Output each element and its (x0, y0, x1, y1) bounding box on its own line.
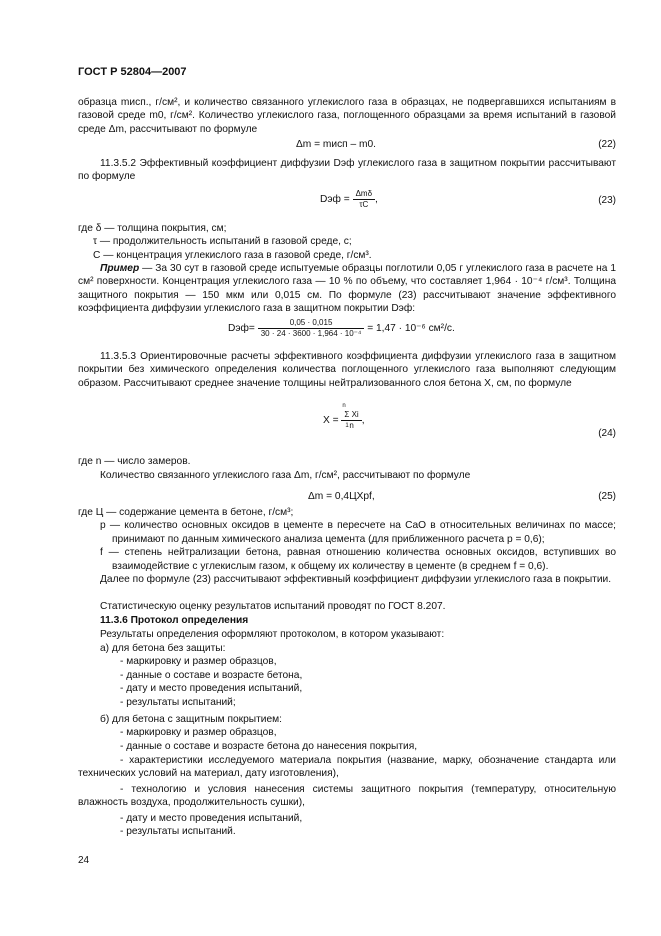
equation-24-tail: , (361, 415, 365, 427)
equation-24-number: (24) (598, 428, 616, 439)
equation-23-numerator: Δmδ (353, 189, 375, 200)
example-equation-numerator: 0,05 · 0,015 (258, 318, 365, 329)
paragraph-11-3-5-3: 11.3.5.3 Ориентировочные расчеты эффективного коэффициента диффузии углекислого газа в защитном покрытии без химического определения количества поглощенного углекислого газа выполняют следующим образом. Рассчитывают среднее значение толщины нейтрализованного слоя бетона X, см, по формуле (78, 351, 616, 389)
list-b (78, 713, 616, 753)
list-a (78, 642, 616, 709)
example-paragraph (78, 262, 616, 316)
paragraph-1: образца mисп., г/см², и количество связанного углекислого газа в образцах, не подвергавшихся испытаниям в газовой среде m0, г/см². Количество углекислого газа, поглощенного образцами за время испытаний в газовой среде Δm, рассчитывают по формуле (78, 97, 616, 135)
equation-24-numerator (341, 403, 361, 429)
equation-25: Δm = 0,4ЦXpf, (308, 491, 375, 502)
equation-23-fraction (353, 189, 375, 210)
example-equation-denominator: 30 · 24 · 3600 · 1,964 · 10⁻⁴ (260, 329, 362, 338)
paragraph-delta-m: Количество связанного углекислого газа Δm, г/см², рассчитывают по формуле (100, 470, 471, 481)
paragraph-then: Далее по формуле (23) рассчитывают эффективный коэффициент диффузии углекислого газа в покрытии. (100, 574, 612, 585)
where-item: f — степень нейтрализации бетона, равная отношению количества основных оксидов, вступивших во взаимодействие с углекислым газом, к общему их количеству в цементе (в среднем f = 0,6). (100, 547, 616, 572)
where-item: p — количество основных оксидов в цементе в пересчете на CaO в относительных величинах по массе; принимают по данным химического анализа цемента (для приближенного расчета p = 0,6); (100, 520, 616, 545)
example-label: Пример (100, 263, 140, 274)
where-list-1 (78, 222, 616, 262)
where-item: где δ — толщина покрытия, см; (78, 223, 227, 234)
equation-24-denominator: n (349, 421, 354, 430)
sum-upper-limit: n (342, 403, 346, 409)
list-b-tail (78, 812, 616, 839)
list-item: - результаты испытаний. (120, 826, 236, 838)
example-equation (228, 318, 455, 339)
equation-23-number: (23) (598, 195, 616, 206)
paragraph-protocol: Результаты определения оформляют протоколом, в котором указывают: (100, 629, 445, 640)
list-b-label: б) для бетона с защитным покрытием: (100, 714, 282, 725)
equation-24-lhs: X = (323, 415, 339, 427)
where-list-3 (78, 506, 616, 573)
equation-22: Δm = mисп – m0. (296, 139, 376, 150)
equation-23-denominator: τC (359, 200, 369, 209)
list-item: - маркировку и размер образцов, (120, 727, 277, 739)
list-a-label: а) для бетона без защиты: (100, 643, 226, 654)
list-item: - технологию и условия нанесения системы защитного покрытия (температуру, относительную влажность воздуха, продолжительность сушки), (78, 784, 616, 809)
list-item: - характеристики исследуемого материала покрытия (название, марку, обозначение стандарта или технических условий на материал, дату изготовления), (78, 755, 616, 780)
where-item: τ — продолжительность испытаний в газовой среде, с; (93, 236, 352, 248)
paragraph-statistics: Статистическую оценку результатов испытаний проводят по ГОСТ 8.207. (100, 601, 446, 612)
list-item: - результаты испытаний; (120, 696, 236, 708)
list-item: - данные о составе и возрасте бетона до нанесения покрытия, (120, 740, 418, 752)
where-item: C — концентрация углекислого газа в газовой среде, г/см³. (93, 249, 372, 261)
page-number: 24 (78, 855, 90, 866)
equation-24-fraction (341, 403, 361, 431)
section-heading: 11.3.6 Протокол определения (100, 615, 249, 626)
paragraph-11-3-5-2: 11.3.5.2 Эффективный коэффициент диффузии Dэф углекислого газа в защитном покрытии рассчитывают по формуле (78, 158, 616, 183)
example-equation-fraction (258, 318, 365, 339)
equation-22-number: (22) (598, 139, 616, 150)
list-item: - данные о составе и возрасте бетона, (120, 669, 303, 681)
example-equation-rhs: = 1,47 · 10⁻⁶ см²/с. (367, 323, 455, 335)
equation-25-number: (25) (598, 491, 616, 502)
list-item: - маркировку и размер образцов, (120, 656, 277, 668)
equation-23-tail: , (375, 194, 378, 206)
sum-lower-limit: 1 (345, 423, 349, 429)
equation-23-lhs: Dэф = (320, 194, 350, 206)
where-item: где Ц — содержание цемента в бетоне, г/см³; (78, 507, 294, 518)
document-header: ГОСТ Р 52804—2007 (78, 66, 187, 78)
example-equation-lhs: Dэф= (228, 323, 255, 335)
equation-24 (323, 403, 365, 431)
list-item: - дату и место проведения испытаний, (120, 683, 303, 695)
where-n: где n — число замеров. (78, 456, 191, 467)
list-item: - дату и место проведения испытаний, (120, 813, 303, 824)
equation-23 (320, 189, 378, 210)
example-text: — За 30 сут в газовой среде испытуемые образцы поглотили 0,05 г углекислого газа в расчете на 1 см² поверхности. Концентрация углекислого газа — 10 % по объему, что составляет 1,964 · 10⁻⁴ г/см³. Толщина защитного покрытия — 150 мкм или 0,015 см. По формуле (23) рассчитывают значение эффективного коэффициента диффузии углекислого газа в защитном покрытии Dэф: (78, 263, 616, 315)
sum-expression: Σ Xi (344, 410, 359, 419)
